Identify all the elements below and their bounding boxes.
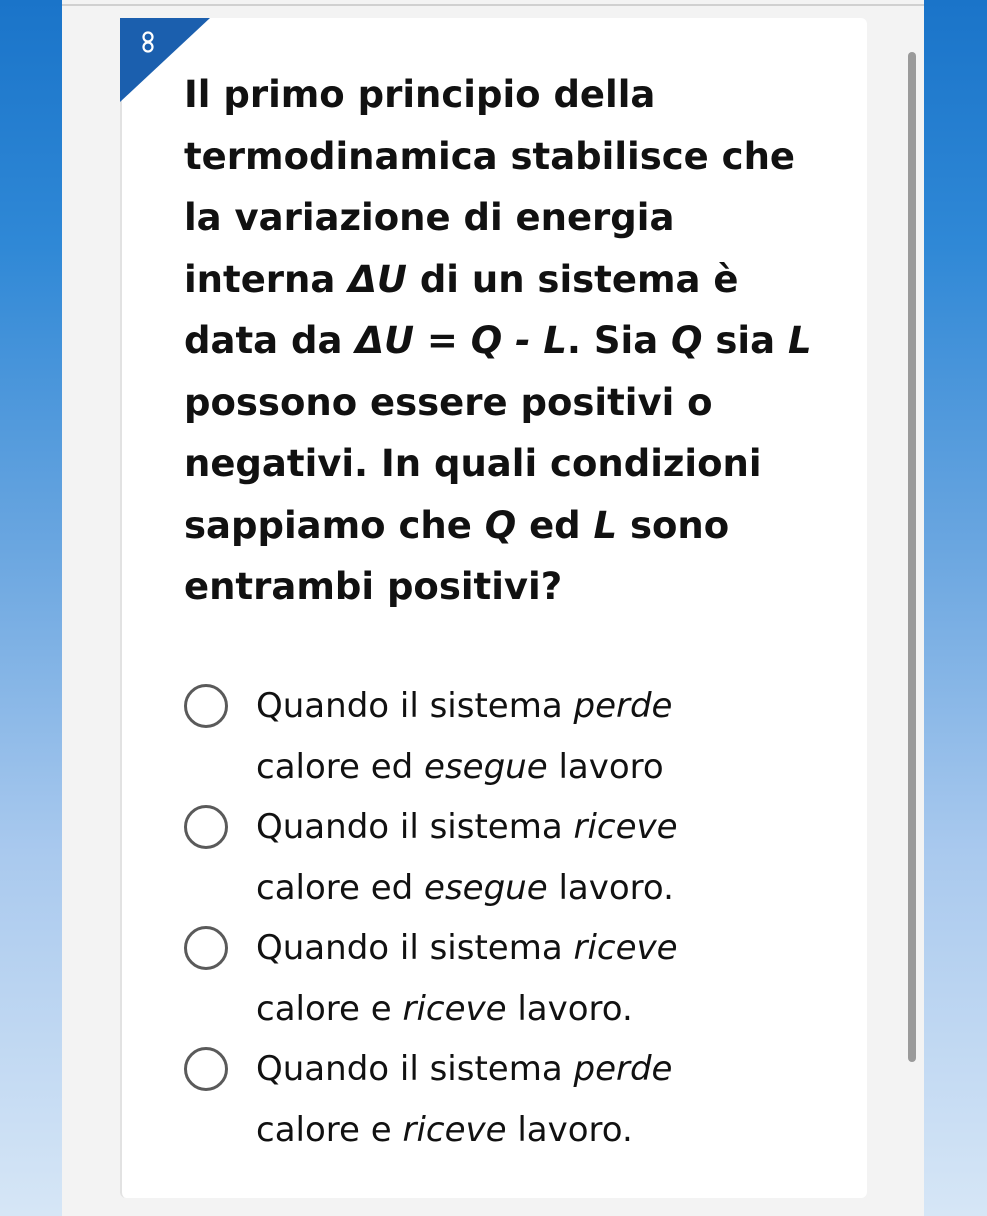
- radio-button-icon[interactable]: [184, 926, 228, 970]
- answer-option-3[interactable]: [180, 914, 800, 1035]
- radio-button-icon[interactable]: [184, 805, 228, 849]
- question-text: Il primo principio della termodinamica stabilisce che la variazione di energia interna ΔU di un sistema è data da ΔU = Q - L. Sia Q sia L possono essere positivi o negativi. In quali condizioni sappiamo che Q ed L sono entrambi positivi?: [184, 73, 812, 608]
- answer-options: [180, 672, 800, 1156]
- link-icon[interactable]: [136, 30, 160, 54]
- scrollbar[interactable]: [908, 52, 916, 1062]
- answer-option-label[interactable]: Quando il sistema riceve calore e riceve lavoro.: [256, 928, 678, 1029]
- radio-button-icon[interactable]: [184, 1047, 228, 1091]
- answer-option-4[interactable]: [180, 1035, 800, 1156]
- answer-option-2[interactable]: [180, 793, 800, 914]
- answer-option-label[interactable]: Quando il sistema riceve calore ed esegue lavoro.: [256, 807, 678, 908]
- answer-option-label[interactable]: Quando il sistema perde calore ed esegue lavoro: [256, 686, 673, 787]
- answer-option-1[interactable]: [180, 672, 800, 793]
- answer-option-label[interactable]: Quando il sistema perde calore e riceve lavoro.: [256, 1049, 673, 1150]
- radio-button-icon[interactable]: [184, 684, 228, 728]
- panel-divider: [62, 4, 924, 6]
